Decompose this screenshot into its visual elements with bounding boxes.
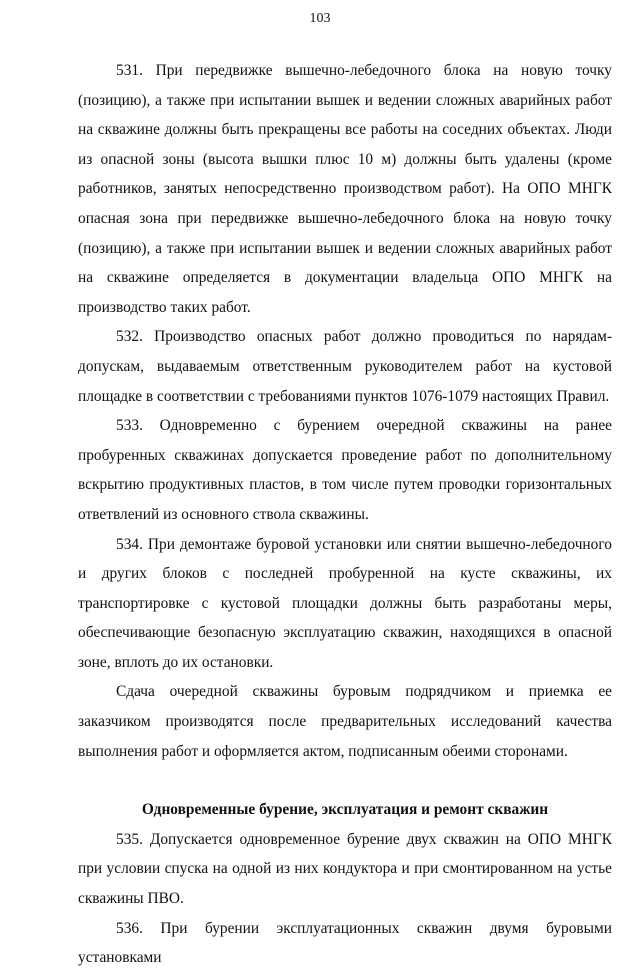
section-heading: Одновременные бурение, эксплуатация и ремонт скважин	[141, 801, 549, 819]
paragraph-534: 534. При демонтаже буровой установки или снятии вышечно-лебедочного и других блоков с последней пробуренной на кусте скважины, их транспортировке с кустовой площадки должны быть разработаны меры, обеспечивающие безопасную эксплуатацию скважин, находящихся в опасной зоне, вплоть до их остановки.	[78, 535, 612, 671]
paragraph-531: 531. При передвижке вышечно-лебедочного блока на новую точку (позицию), а также при испытании вышек и ведении сложных аварийных работ на скважине должны быть прекращены все работы на соседних объектах. Люди из опасной зоны (высота вышки плюс 10 м) должны быть удалены (кроме работников, занятых непосредственно производством работ). На ОПО МНГК опасная зона при передвижке вышечно-лебедочного блока на новую точку (позицию), а также при испытании вышек и ведении сложных аварийных работ на скважине определяется в документации владельца ОПО МНГК на производство таких работ.	[78, 62, 612, 316]
paragraph-532: 532. Производство опасных работ должно проводиться по нарядам-допускам, выдаваемым ответственным руководителем работ на кустовой площадке в соответствии с требованиями пунктов 1076-1079 настоящих Правил.	[78, 328, 612, 405]
paragraph-533: 533. Одновременно с бурением очередной скважины на ранее пробуренных скважинах допускается проведение работ по дополнительному вскрытию продуктивных пластов, в том числе путем проводки горизонтальных ответвлений из основного ствола скважины.	[78, 417, 612, 523]
page-number: 103	[309, 11, 331, 26]
paragraph-536: 536. При бурении эксплуатационных скважин двумя буровыми установками	[78, 919, 612, 967]
paragraph-534-acceptance: Сдача очередной скважины буровым подрядчиком и приемка ее заказчиком производятся после предварительных исследований качества выполнения работ и оформляется актом, подписанным обеими сторонами.	[78, 683, 612, 760]
document-body	[78, 56, 612, 973]
paragraph-535: 535. Допускается одновременное бурение двух скважин на ОПО МНГК при условии спуска на одной из них кондуктора и при смонтированном на устье скважины ПВО.	[78, 830, 612, 908]
